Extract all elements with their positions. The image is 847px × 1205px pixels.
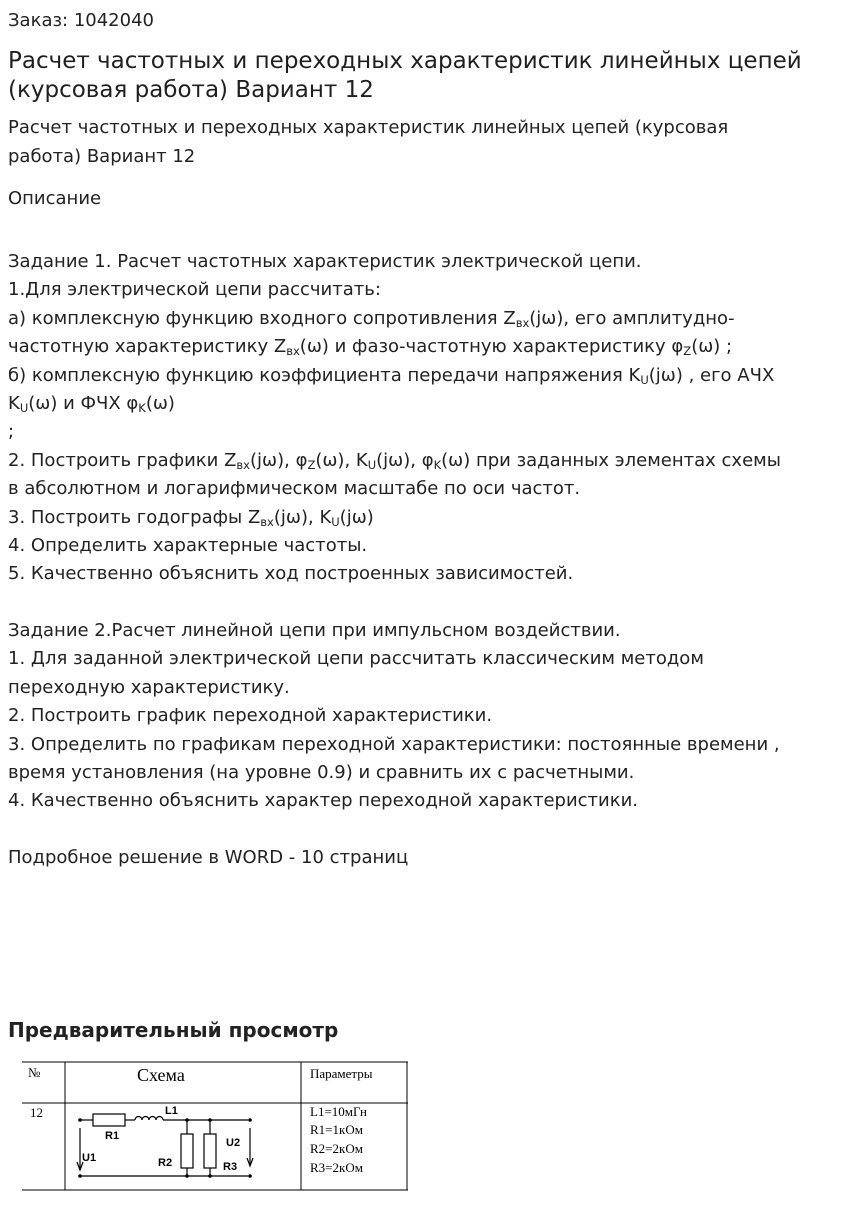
- text: (jω), φ: [250, 449, 308, 471]
- label-u1: U1: [82, 1152, 97, 1164]
- description-heading: Описание: [8, 188, 102, 209]
- task2-item1-line1: 1. Для заданной электрической цепи рассчитать классическим методом: [8, 648, 704, 670]
- text: (jω), K: [273, 506, 332, 528]
- blank-line: [8, 816, 781, 844]
- task1-semicolon: ;: [8, 421, 15, 443]
- subscript: Z: [683, 344, 692, 359]
- text: (ω) и ФЧХ φ: [28, 392, 139, 414]
- subscript: K: [138, 400, 146, 415]
- task1-item5: 5. Качественно объяснить ход построенных зависимостей.: [8, 563, 574, 585]
- text: (jω) , его АЧХ: [648, 364, 775, 386]
- task1-item-b-line1: [8, 362, 781, 390]
- task2-item4: 4. Качественно объяснить характер переходной характеристики.: [8, 790, 639, 812]
- text: (ω) и фазо-частотную характеристику φ: [299, 336, 684, 358]
- text: (ω), K: [315, 449, 368, 471]
- text: частотную характеристику Z: [8, 336, 287, 358]
- task1-heading: Задание 1. Расчет частотных характеристик электрической цепи.: [8, 251, 642, 272]
- text: (jω): [339, 506, 374, 528]
- task1-item4: 4. Определить характерные частоты.: [8, 534, 368, 556]
- subtitle: [8, 114, 728, 171]
- text: а) комплексную функцию входного сопротивления Z: [8, 307, 516, 329]
- title-line-2: (курсовая работа) Вариант 12: [8, 77, 374, 103]
- param-l1: L1=10мГн: [310, 1104, 367, 1119]
- text: 3. Построить годографы Z: [8, 506, 261, 528]
- subscript: K: [433, 457, 442, 472]
- label-r1: R1: [105, 1130, 120, 1142]
- task2-item3-line2: время установления (на уровне 0.9) и сравнить их с расчетными.: [8, 762, 635, 784]
- subscript: U: [331, 514, 340, 529]
- task1-item2-line2: в абсолютном и логарифмическом масштабе по оси частот.: [8, 478, 581, 500]
- header-params: Параметры: [310, 1066, 373, 1081]
- task1-item2-line1: [8, 447, 781, 475]
- text: (jω), его амплитудно-: [529, 307, 735, 329]
- subscript: U: [19, 400, 29, 415]
- text: (jω), φ: [376, 449, 434, 471]
- task2-item1-line2: переходную характеристику.: [8, 676, 290, 698]
- text: б) комплексную функцию коэффициента передачи напряжения K: [8, 364, 641, 386]
- text: (ω) при заданных элементах схемы: [441, 449, 781, 471]
- param-r1: R1=1кОм: [310, 1122, 363, 1137]
- subscript: U: [367, 457, 377, 472]
- description-body: [8, 248, 781, 873]
- scheme-preview-image: [22, 1058, 408, 1192]
- param-r2: R2=2кОм: [310, 1141, 363, 1156]
- text: (ω) ;: [691, 336, 733, 358]
- page-title: [8, 47, 802, 105]
- text: 2. Построить графики Z: [8, 449, 237, 471]
- task2-item2: 2. Построить график переходной характеристики.: [8, 705, 493, 727]
- header-scheme: Схема: [137, 1065, 185, 1085]
- variant-number: 12: [30, 1105, 43, 1120]
- title-line-1: Расчет частотных и переходных характеристик линейных цепей: [8, 48, 802, 74]
- label-u2: U2: [226, 1137, 241, 1149]
- subscript: вх: [260, 514, 274, 529]
- task1-item3: [8, 504, 781, 532]
- task1-item-b-line2: [8, 390, 781, 418]
- task2-heading: Задание 2.Расчет линейной цепи при импульсном воздействии.: [8, 620, 621, 642]
- text: (ω): [145, 392, 175, 414]
- subtitle-line-1: Расчет частотных и переходных характеристик линейных цепей (курсовая: [8, 117, 729, 138]
- text: K: [8, 392, 20, 414]
- label-r2: R2: [158, 1157, 173, 1169]
- task1-item-a-line1: [8, 305, 781, 333]
- task1-item-a-line2: [8, 333, 781, 361]
- header-number: №: [28, 1065, 41, 1080]
- subscript: вх: [515, 315, 530, 330]
- label-r3: R3: [223, 1161, 238, 1173]
- task2-item3-line1: 3. Определить по графикам переходной характеристики: постоянные времени ,: [8, 733, 780, 755]
- param-r3: R3=2кОм: [310, 1160, 363, 1175]
- order-number: Заказ: 1042040: [8, 10, 154, 31]
- subscript: вх: [236, 457, 250, 472]
- subscript: вх: [286, 344, 300, 359]
- subscript: U: [640, 372, 649, 387]
- subscript: Z: [307, 457, 316, 472]
- label-l1: L1: [165, 1105, 178, 1117]
- subtitle-line-2: работа) Вариант 12: [8, 145, 196, 167]
- solution-note: Подробное решение в WORD - 10 страниц: [8, 847, 409, 869]
- task1-item1: 1.Для электрической цепи рассчитать:: [8, 279, 381, 301]
- blank-line: [8, 589, 781, 617]
- preview-heading: Предварительный просмотр: [8, 1018, 339, 1042]
